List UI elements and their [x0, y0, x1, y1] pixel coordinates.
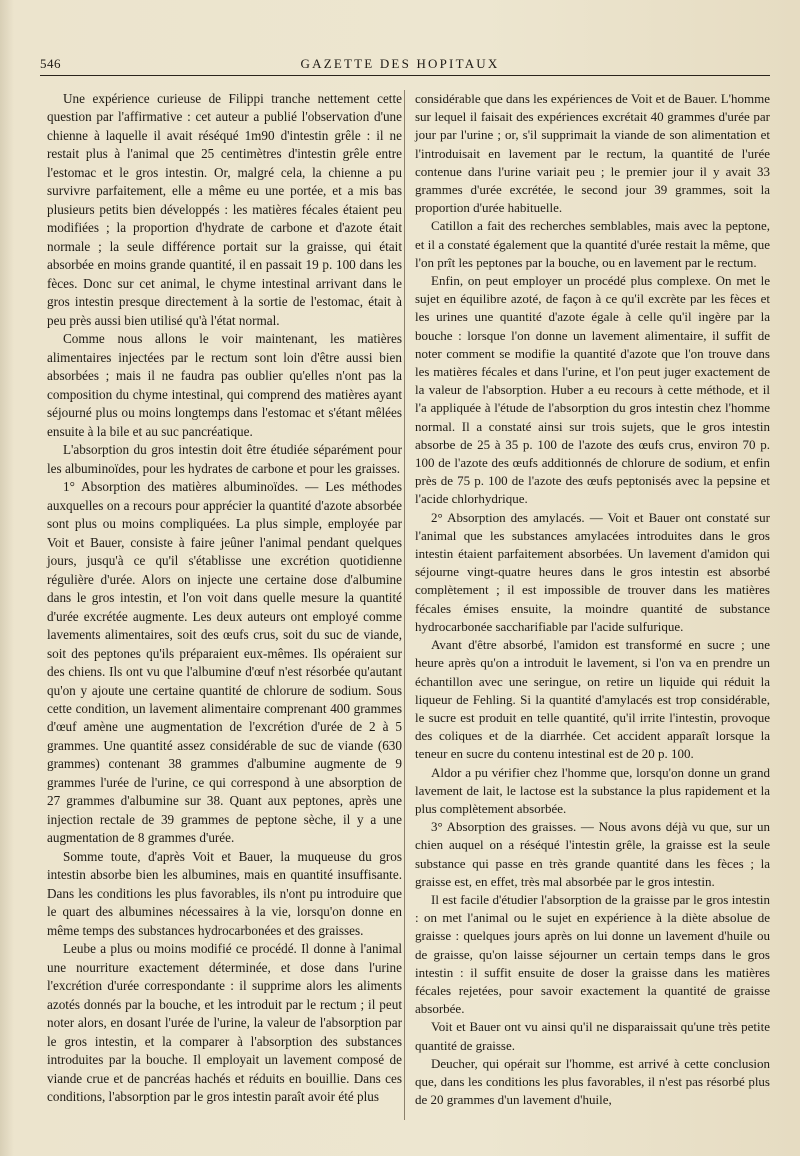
paragraph: Il est facile d'étudier l'absorption de la graisse par le gros intestin : on met l'animal ou le sujet en expérience à la diète absolue de graisse : quelques jours après on lui donne un lavement d'huile ou de graisse, qu'on laisse séjourner un certain temps dans le gros intestin : il suffit ensuite de doser la graisse dans les matières fécales rejetées, pour savoir exactement la quantité de graisse absorbée. — [415, 891, 770, 1017]
page-number: 546 — [40, 56, 61, 71]
column-divider — [404, 90, 405, 1120]
header-rule — [40, 75, 770, 76]
paragraph: Deucher, qui opérait sur l'homme, est arrivé à cette conclusion que, dans les conditions les plus favorables, il n'est pas résorbé plus de 20 grammes d'un lavement d'huile, — [415, 1055, 770, 1108]
paragraph: 1° Absorption des matières albuminoïdes. — Les méthodes auxquelles on a recours pour apprécier la quantité d'azote absorbée sont plus ou moins compliquées. La plus simple, employée par Voit et Bauer, consiste à faire jeûner l'animal pendant quelques jours, jusqu'à ce qu'il s'établisse une excrétion quotidienne régulière d'urée. Alors on injecte une certaine dose d'albumine dans le gros intestin, et l'on voit dans quelle mesure la quantité d'urée excrétée augmente. Les deux auteurs ont employé comme lavements alimentaires, soit des œufs crus, soit du suc de viande, soit des peptones qu'ils préparaient eux-mêmes. Ils opéraient sur des chiens. Ils ont vu que l'albumine d'œuf n'est résorbée qu'autant qu'on y ajoute une certaine quantité de chlorure de sodium. Sous cette condition, un lavement alimentaire comprenant 400 grammes d'œuf amène une augmentation de l'excrétion d'urée de 2 à 5 grammes. Une quantité assez considérable de suc de viande (630 grammes) contenant 38 grammes d'albumine augmente de 9 grammes l'urée de l'urine, ce qui correspond à une absorption de 27 grammes d'albumine sur 38. Quant aux peptones, après une injection rectale de 39 grammes de peptone sèche, il y a une augmentation de 8 grammes d'urée. — [47, 479, 402, 846]
paragraph: Somme toute, d'après Voit et Bauer, la muqueuse du gros intestin absorbe bien les albumines, mais en quantité insuffisante. Dans les conditions les plus favorables, ils n'ont pu introduire que le quart des albumines nécessaires à la vie, lorsqu'on donne en même temps des substances hydrocarbonées et des graisses. — [47, 848, 402, 938]
paragraph: Avant d'être absorbé, l'amidon est transformé en sucre ; une heure après qu'on a introduit le lavement, si l'on va en prendre un échantillon avec une seringue, on retire un liquide qui réduit la liqueur de Fehling. Si la quantité d'amylacés est trop considérable, le sucre est produit en telle quantité, qu'il irrite l'intestin, provoque des coliques et de la diarrhée. Cet accident apparaît lorsque la teneur en sucre du contenu intestinal est de 20 p. 100. — [415, 637, 770, 762]
paragraph: L'absorption du gros intestin doit être étudiée séparément pour les albuminoïdes, pour les hydrates de carbone et pour les graisses. — [47, 442, 402, 476]
paragraph: Comme nous allons le voir maintenant, les matières alimentaires injectées par le rectum sont loin d'être aussi bien absorbées ; mais il ne faudra pas oublier qu'elles n'ont pas la composition du chyme intestinal, qui comprend des matières ayant séjourné plus ou moins longtemps dans l'estomac et s'étant mêlées ensuite à la bile et au suc pancréatique. — [47, 331, 402, 439]
paragraph: 3° Absorption des graisses. — Nous avons déjà vu que, sur un chien auquel on a réséqué l'intestin grêle, la graisse est la seule substance qui passe en très grande quantité dans les fèces ; la graisse est, en effet, très mal absorbée par le gros intestin. — [415, 819, 770, 889]
left-column — [47, 90, 402, 1107]
journal-title: GAZETTE DES HOPITAUX — [300, 56, 500, 71]
paragraph: considérable que dans les expériences de Voit et de Bauer. L'homme sur lequel il faisait des expériences excrétait 40 grammes d'urée par jour par l'urine ; or, s'il supprimait la viande de son alimentation et l'introduisait en lavement par le rectum, la quantité de l'urée contenue dans l'urine variait peu ; le premier jour il y avait 33 grammes d'urée excrétée, le second jour 39 grammes, soit la proportion d'urée habituelle. — [415, 91, 770, 216]
right-column — [415, 90, 770, 1109]
paragraph: Voit et Bauer ont vu ainsi qu'il ne disparaissait qu'une très petite quantité de graisse. — [415, 1019, 770, 1053]
paragraph: Une expérience curieuse de Filippi tranche nettement cette question par l'affirmative : cet auteur a publié l'observation d'une chienne à laquelle il avait réséqué 1m90 d'intestin grêle : il ne restait plus à l'animal que 25 centimètres d'intestin grêle entre l'estomac et le gros intestin. Or, malgré cela, la chienne a pu survivre parfaitement, elle a même eu une portée, et a mis bas plusieurs petits bien développés : les matières fécales étaient peu modifiées ; la proportion d'hydrate de carbone et d'azote était normale ; la seule différence portait sur la graisse, qui était absorbée en moins grande quantité, il en passait 19 p. 100 dans les fèces. Donc sur cet animal, le chyme intestinal arrivant dans le gros intestin presque directement à la sortie de l'estomac, était à peu près aussi bien utilisé qu'à l'état normal. — [47, 91, 402, 328]
paragraph: Enfin, on peut employer un procédé plus complexe. On met le sujet en équilibre azoté, de façon à ce qu'il excrète par les fèces et les urines une quantité d'azote égale à celle qu'il ingère par la bouche : lorsque l'on donne un lavement alimentaire, il suffit de noter comment se modifie la quantité d'azote que l'on trouve dans les matières fécales et dans l'urine, et l'on peut juger exactement de la valeur de l'absorption. Huber a eu recours à cette méthode, et il l'a appliquée à l'étude de l'absorption du gros intestin chez l'homme normal. Il a constaté ainsi sur trois sujets, que le gros intestin absorbe de 25 à 35 p. 100 de l'azote des œufs crus, environ 70 p. 100 de l'azote des œufs additionnés de chlorure de sodium, et enfin près de 75 p. 100 de l'azote des œufs peptonisés avec la pepsine et l'acide chlorhydrique. — [415, 273, 770, 507]
paragraph: Leube a plus ou moins modifié ce procédé. Il donne à l'animal une nourriture exactement déterminée, et dose dans l'urine l'excrétion d'urée correspondante : il supprime alors les aliments azotés donnés par la bouche, et les introduit par le rectum ; il peut noter alors, en dosant l'urée de l'urine, la valeur de l'absorption par le gros intestin, et la comparer à l'absorption des substances introduites par la bouche. Il employait un lavement composé de viande crue et de pancréas hachés et réduits en bouillie. Dans ces conditions, l'absorption par le gros intestin paraît avoir été plus — [47, 941, 402, 1105]
paragraph: Aldor a pu vérifier chez l'homme que, lorsqu'on donne un grand lavement de lait, le lactose est la substance la plus rapidement et la plus complètement absorbée. — [415, 764, 770, 816]
paragraph: 2° Absorption des amylacés. — Voit et Bauer ont constaté sur l'animal que les substances amylacées introduites dans le gros intestin étaient parfaitement absorbées. Un lavement d'amidon qui séjourne vingt-quatre heures dans le gros intestin est absorbé complètement ; il est impossible de trouver dans les matières fécales émises ensuite, la moindre quantité de substance hydrocarbonée saccharifiable par l'acide sulfurique. — [415, 509, 770, 634]
paragraph: Catillon a fait des recherches semblables, mais avec la peptone, et il a constaté également que la quantité d'urée restait la même, que l'on prît les peptones par la bouche, ou en lavement par le rectum. — [415, 218, 770, 270]
